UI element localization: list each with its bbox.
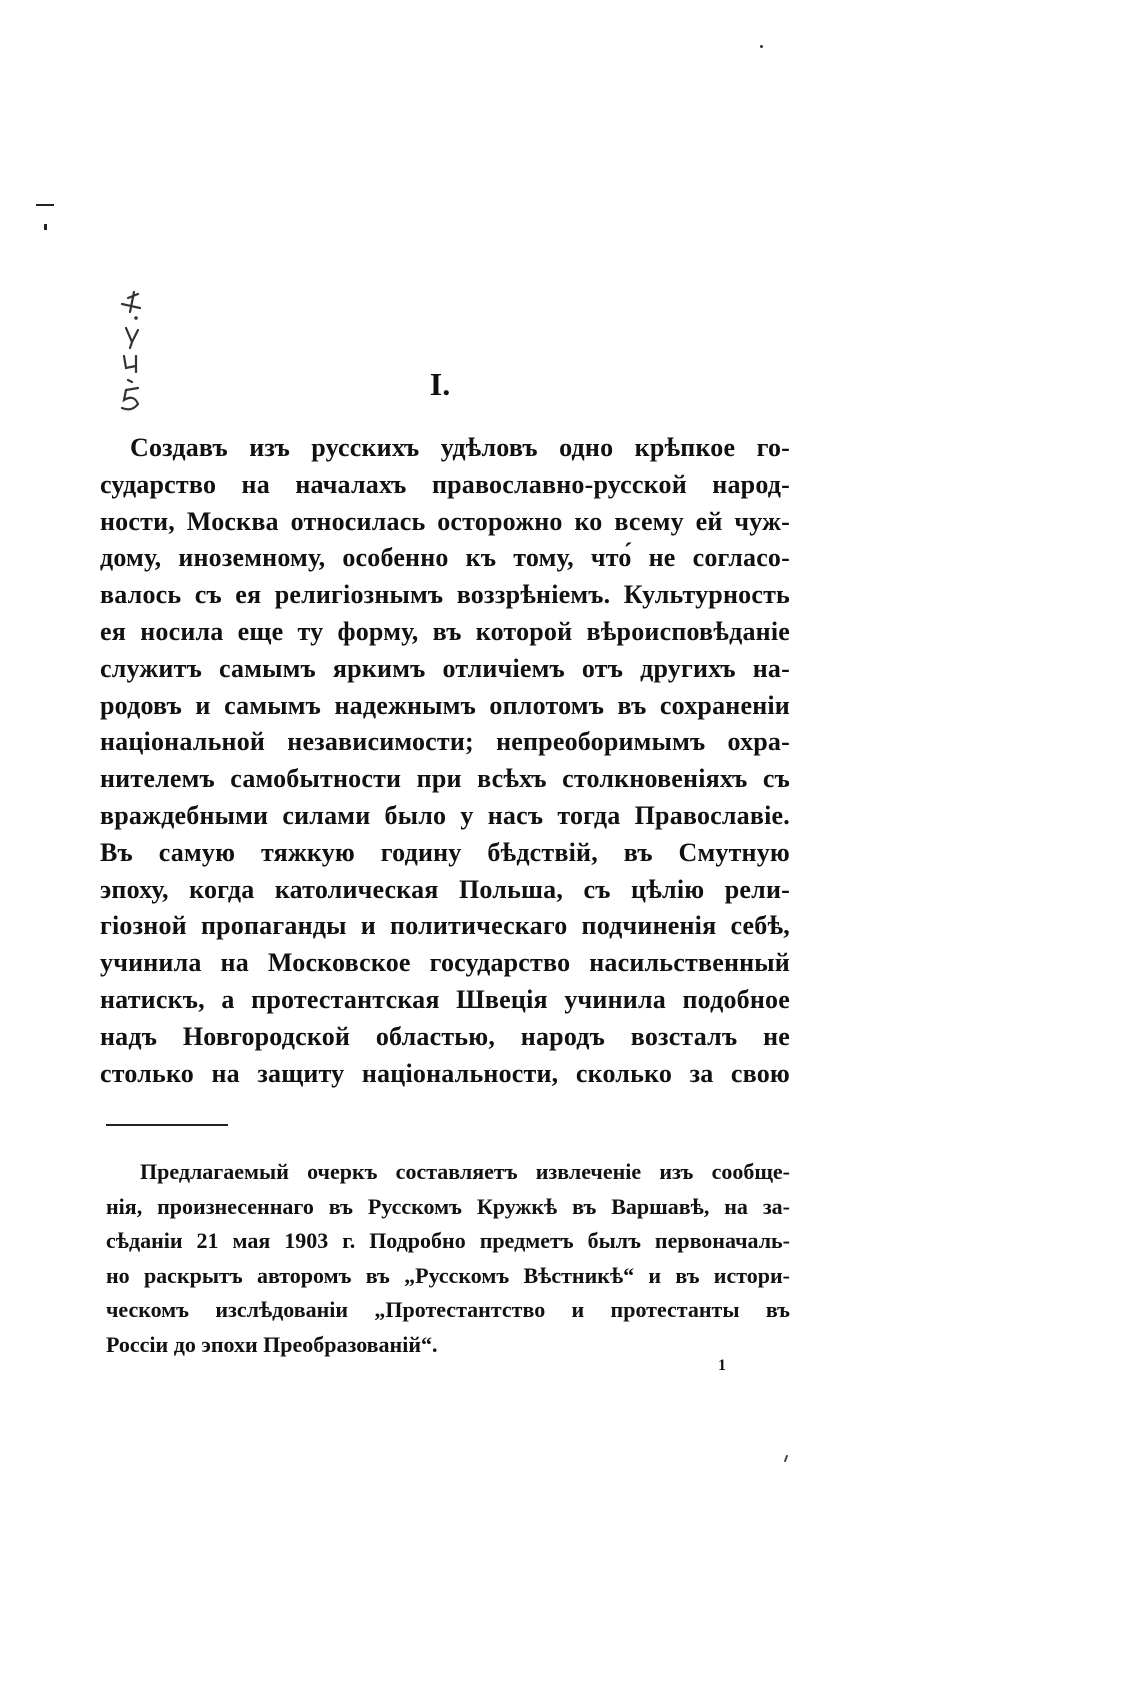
handwritten-shelfmark <box>108 290 158 430</box>
body-line: Создавъ изъ русскихъ удѣловъ одно крѣпкое го- <box>130 433 790 462</box>
body-paragraph <box>100 430 790 1092</box>
chapter-numeral: I. <box>429 366 451 402</box>
body-line: гіозной пропаганды и политическаго подчиненія себѣ, <box>100 911 790 941</box>
body-line: валось съ ея религіознымъ воззрѣніемъ. Культурность <box>100 580 790 610</box>
body-line: дому, иноземному, особенно къ тому, что́ не согласо- <box>100 543 790 573</box>
body-line: враждебными силами было у насъ тогда Православіе. <box>100 800 790 830</box>
footnote-line: ческомъ изслѣдованіи „Протестантство и протестанты въ <box>106 1297 790 1322</box>
margin-dash-mark <box>36 204 54 206</box>
body-line: надъ Новгородской областью, народъ возсталъ не <box>100 1021 790 1051</box>
footnote-line: нія, произнесеннаго въ Русскомъ Кружкѣ въ Варшавѣ, на за- <box>106 1193 790 1219</box>
scan-speck-top <box>760 45 763 48</box>
body-line: родовъ и самымъ надежнымъ оплотомъ въ сохраненіи <box>100 690 790 720</box>
body-line: натискъ, а протестантская Швеція учинила подобное <box>100 984 790 1014</box>
footnote-line: сѣданіи 21 мая 1903 г. Подробно предметъ былъ первоначаль- <box>106 1228 790 1253</box>
scan-speck-bottom <box>784 1455 788 1462</box>
body-line: національной независимости; непреоборимымъ охра- <box>100 727 790 757</box>
body-line: служитъ самымъ яркимъ отличіемъ отъ другихъ на- <box>100 653 790 683</box>
footnote <box>106 1155 790 1362</box>
footnote-line: но раскрытъ авторомъ въ „Русскомъ Вѣстникѣ“ и въ истори- <box>106 1262 790 1288</box>
body-line: столько на защиту національности, сколько за свою <box>100 1058 790 1088</box>
body-line: учинила на Московское государство насильственный <box>100 948 790 978</box>
footnote-separator <box>106 1124 228 1126</box>
body-line: Въ самую тяжкую годину бѣдствій, въ Смутную <box>100 837 790 867</box>
body-line: сударство на началахъ православно-русской народ- <box>100 469 790 499</box>
printer-signature-mark: 1 <box>718 1357 726 1374</box>
footnote-line: Предлагаемый очеркъ составляетъ извлеченіе изъ сообще- <box>140 1159 790 1184</box>
body-line: ности, Москва относилась осторожно ко всему ей чуж- <box>100 506 790 536</box>
margin-dot-mark <box>44 224 47 230</box>
body-line: ея носила еще ту форму, въ которой вѣроисповѣданіе <box>100 616 790 646</box>
footnote-line: Россіи до эпохи Преобразованій“. <box>106 1331 438 1357</box>
body-line: нителемъ самобытности при всѣхъ столкновеніяхъ съ <box>100 764 790 794</box>
body-line: эпоху, когда католическая Польша, съ цѣлію рели- <box>100 874 790 904</box>
